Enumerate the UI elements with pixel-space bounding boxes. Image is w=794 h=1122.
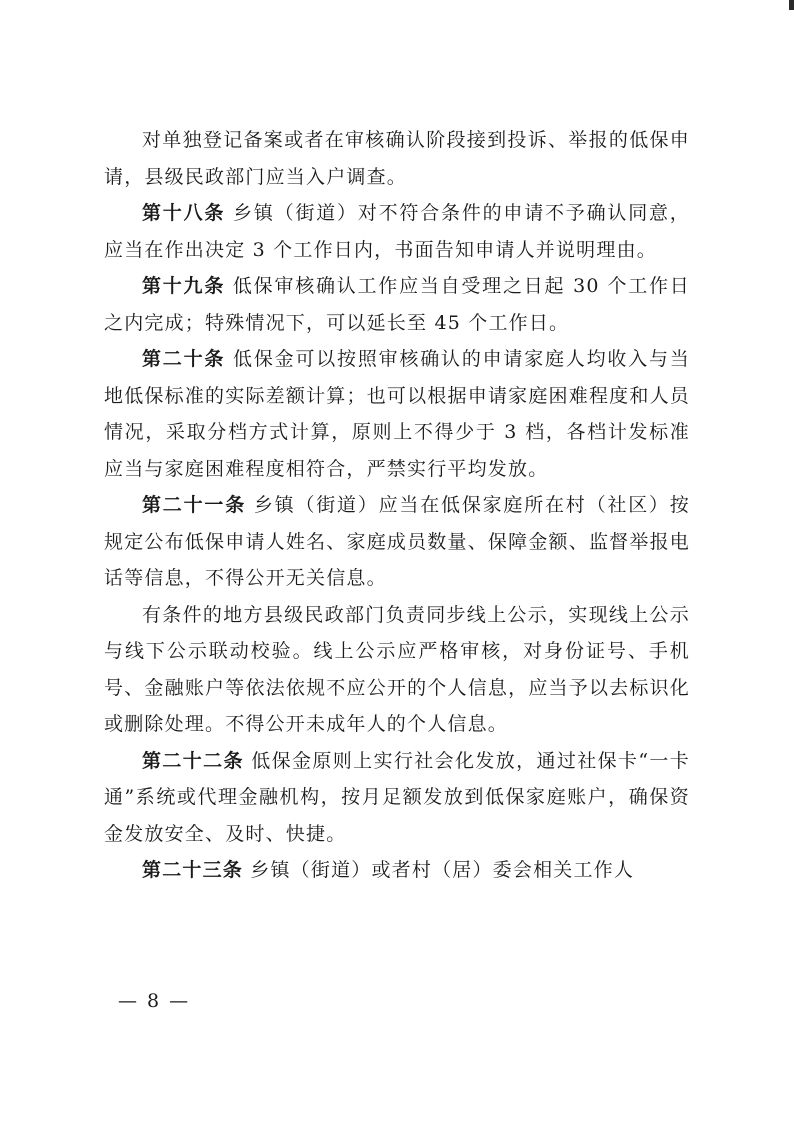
paragraph-7 (104, 743, 690, 853)
paragraph-6 (104, 597, 690, 743)
paragraph-text: 低保金可以按照审核确认的申请家庭人均收入与当地低保标准的实际差额计算；也可以根据申请家庭困难程度和人员情况，采取分档方式计算，原则上不得少于 3 档，各档计发标准应当与家庭困难程度相符合，严禁实行平均发放。 (104, 348, 690, 480)
paragraph-text: 低保金原则上实行社会化发放，通过社保卡“一卡通”系统或代理金融机构，按月足额发放到低保家庭账户，确保资金发放安全、及时、快捷。 (104, 749, 690, 845)
paragraph-text: 乡镇（街道）对不符合条件的申请不予确认同意，应当在作出决定 3 个工作日内，书面告知申请人并说明理由。 (104, 202, 690, 261)
corner-mark (789, 0, 794, 10)
paragraph-text: 有条件的地方县级民政部门负责同步线上公示，实现线上公示与线下公示联动校验。线上公示应严格审核，对身份证号、手机号、金融账户等依法依规不应公开的个人信息，应当予以去标识化或删除处理。不得公开未成年人的个人信息。 (104, 603, 690, 735)
article-heading: 第二十一条 (142, 494, 246, 516)
article-heading: 第十八条 (142, 202, 226, 224)
paragraph-text: 对单独登记备案或者在审核确认阶段接到投诉、举报的低保申请，县级民政部门应当入户调查。 (104, 129, 690, 188)
paragraph-8 (104, 852, 690, 889)
paragraph-text: 乡镇（街道）或者村（居）委会相关工作人 (250, 859, 635, 881)
paragraph-text: 乡镇（街道）应当在低保家庭所在村（社区）按规定公布低保申请人姓名、家庭成员数量、保障金额、监督举报电话等信息，不得公开无关信息。 (104, 494, 690, 589)
document-body (104, 122, 690, 889)
article-heading: 第二十二条 (142, 749, 244, 772)
paragraph-2 (104, 195, 690, 268)
paragraph-5 (104, 487, 690, 597)
article-heading: 第十九条 (142, 275, 226, 297)
paragraph-text: 低保审核确认工作应当自受理之日起 30 个工作日之内完成；特殊情况下，可以延长至 45 个工作日。 (104, 275, 690, 334)
paragraph-4 (104, 341, 690, 487)
article-heading: 第二十条 (142, 348, 226, 370)
paragraph-1 (104, 122, 690, 195)
page-number: — 8 — (118, 990, 191, 1012)
article-heading: 第二十三条 (142, 859, 244, 881)
paragraph-3 (104, 268, 690, 341)
